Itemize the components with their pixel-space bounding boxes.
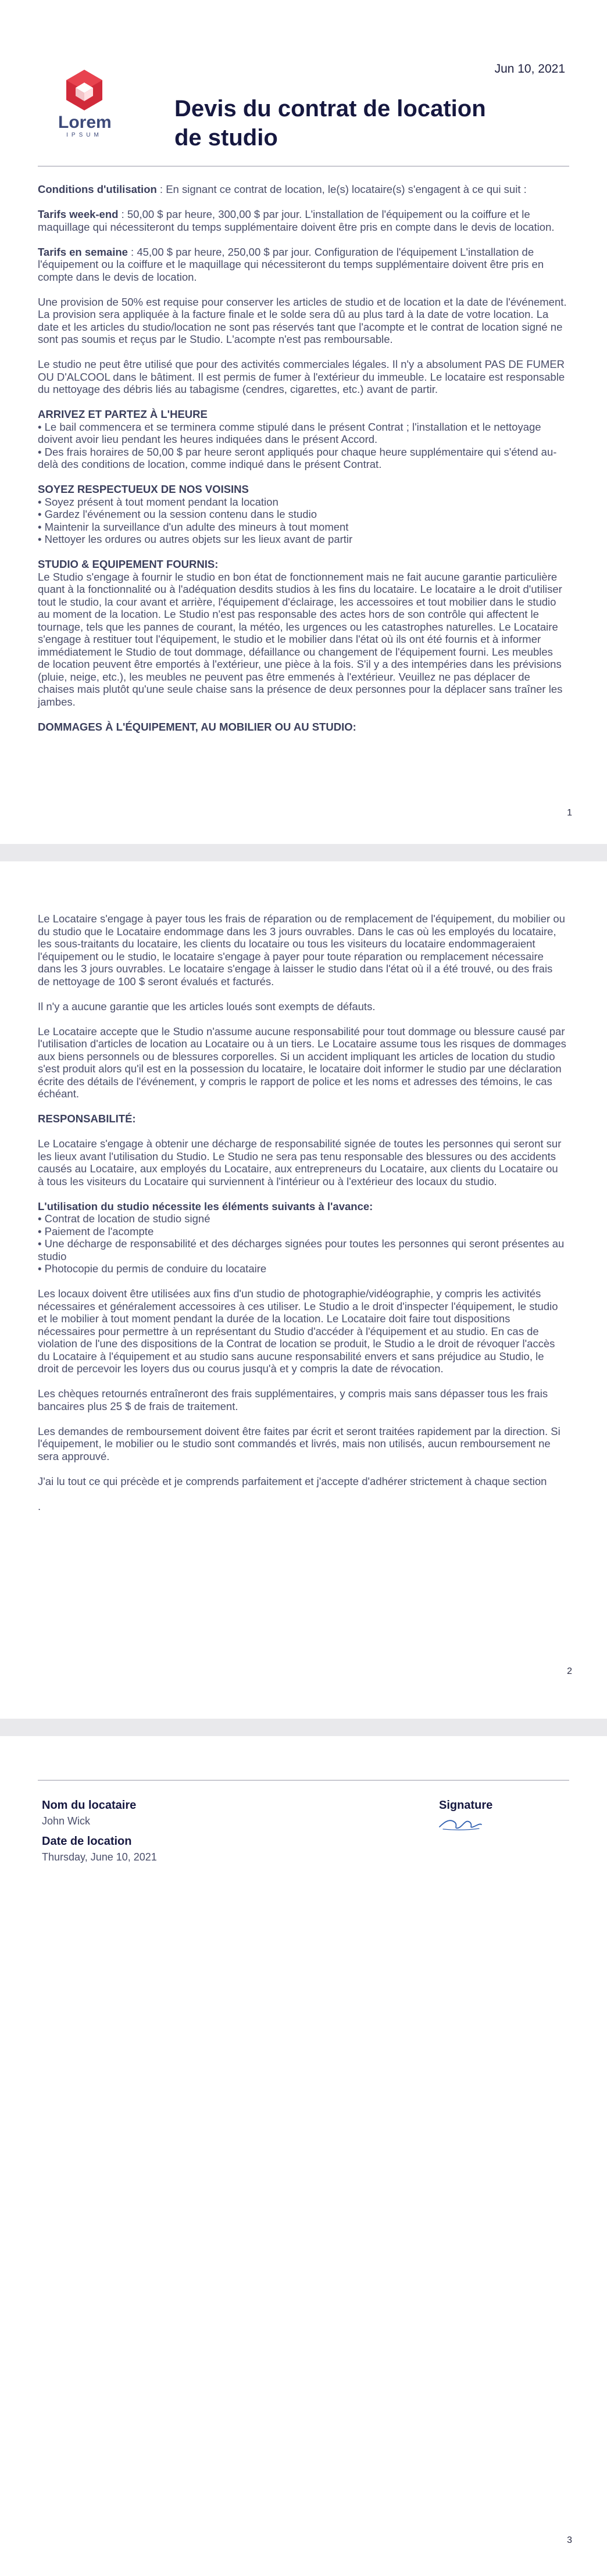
voisins-item: • Soyez présent à tout moment pendant la location [38, 495, 278, 508]
conditions-paragraph [38, 183, 567, 196]
garantie-paragraph: Il n'y a aucune garantie que les articles loués sont exempts de défauts. [38, 1000, 376, 1012]
page-1 [0, 0, 607, 844]
arrivez-section [38, 408, 567, 471]
page-number: 3 [567, 2535, 572, 2545]
weekend-rates-paragraph [38, 208, 567, 233]
page-2-body [38, 913, 567, 1525]
logo-name: Lorem [58, 113, 112, 132]
utilisation-item: • Contrat de location de studio signé [38, 1212, 210, 1225]
voisins-item: • Gardez l'événement ou la session contenu dans le studio [38, 508, 317, 520]
arrivez-item: • Des frais horaires de 50,00 $ par heure seront appliqués pour chaque heure supplémentaire qui s'étend au-delà des conditions de location, comme indiqué dans le présent Contrat. [38, 445, 557, 470]
document-title: Devis du contrat de location de studio [174, 96, 486, 151]
utilisation-item: • Paiement de l'acompte [38, 1225, 154, 1237]
arrivez-heading: ARRIVEZ ET PARTEZ À L'HEURE [38, 408, 208, 420]
header-divider [38, 166, 569, 167]
page-number: 2 [567, 1666, 572, 1676]
locaux-paragraph: Les locaux doivent être utilisées aux fins d'un studio de photographie/vidéographie, y compris les activités nécessaires et généralement accessoires à ces utiliser. Le Studio a le droit d'inspecter l'équipement, le studio et le mobilier à tout moment pendant la durée de la location. Le Locataire doit faire tout dispositions nécessaires pour permettre à un représentant du Studio d'accéder à l'équipement et au studio. En cas de violation de l'une des dispositions de la Contrat de location se produit, le Studio a le droit de révoquer l'accès du Locataire à l'équipement et au studio sans aucune responsabilité envers et sans préjudice au Studio, le droit de percevoir les loyers dus ou courus jusqu'à et y compris la date de révocation. [38, 1287, 558, 1375]
lorem-ipsum-logo-icon [65, 69, 103, 112]
semaine-label: Tarifs en semaine [38, 245, 128, 258]
logo-tagline: IPSUM [66, 132, 102, 138]
document-date: Jun 10, 2021 [494, 62, 565, 76]
reparation-paragraph: Le Locataire s'engage à payer tous les frais de réparation ou de remplacement de l'équipement, du mobilier ou du studio que le Locataire endommage dans les 3 jours ouvrables. Dans le cas où les employés du locataire, les sous-traitants du locataire, les clients du locataire ou tous les visiteurs du locataire endommageraient l'équipement ou le studio, le locataire s'engage à payer pour toute réparation ou remplacement nécessaire dans les 3 jours ouvrables. Le locataire s'engage à laisser le studio dans l'état où il a été trouvé, ou des frais de nettoyage de 100 $ seront évalués et facturés. [38, 913, 565, 988]
voisins-item: • Maintenir la surveillance d'un adulte des mineurs à tout moment [38, 520, 349, 533]
studio-usage-paragraph: Le studio ne peut être utilisé que pour des activités commerciales légales. Il n'y a absolument PAS DE FUMER OU D'ALCOOL dans le bâtiment. Il est permis de fumer à l'extérieur du immeuble. Le locataire est responsable du nettoyage des débris liés au tabagisme (cendres, cigarettes, etc.) avant de partir. [38, 358, 565, 395]
voisins-heading: SOYEZ RESPECTUEUX DE NOS VOISINS [38, 483, 249, 495]
page-2 [0, 861, 607, 1719]
semaine-text: : 45,00 $ par heure, 250,00 $ par jour. Configuration de l'équipement L'installation de l'équipement ou la coiffure et le maquillage qui nécessiteront du temps supplémentaire doivent être pris en compte dans le devis de location. [38, 245, 544, 283]
signature-divider [38, 1780, 569, 1781]
page-3 [0, 1736, 607, 2576]
signature-scribble-icon [437, 1811, 484, 1834]
tenant-name-label: Nom du locataire [42, 1799, 137, 1812]
cheques-paragraph: Les chèques retournés entraîneront des frais supplémentaires, y compris mais sans dépasser tous les frais bancaires plus 25 $ de frais de traitement. [38, 1387, 548, 1412]
responsabilite-dommage-paragraph: Le Locataire accepte que le Studio n'assume aucune responsabilité pour tout dommage ou blessure causé par l'utilisation d'articles de location au Locataire ou à un tiers. Le Locataire assume tous les risques de dommages aux biens personnels ou de blessures corporelles. Si un accident impliquant les articles de location du studio s'est produit alors qu'il est en la possession du locataire, le locataire doit informer le studio par une déclaration écrite des détails de l'événement, y compris le rapport de police et les noms et adresses des témoins, le cas échéant. [38, 1025, 566, 1100]
equipement-section [38, 558, 567, 708]
accord-paragraph: J'ai lu tout ce qui précède et je comprends parfaitement et j'accepte d'adhérer strictement à chaque section [38, 1475, 547, 1487]
utilisation-item: • Une décharge de responsabilité et des décharges signées pour toutes les personnes qui seront présentes au studio [38, 1237, 565, 1262]
utilisation-section [38, 1200, 567, 1275]
utilisation-heading: L'utilisation du studio nécessite les éléments suivants à l'avance: [38, 1200, 373, 1212]
rental-date: Thursday, June 10, 2021 [42, 1851, 157, 1863]
provision-paragraph: Une provision de 50% est requise pour conserver les articles de studio et de location et la date de l'événement. La provision sera appliquée à la facture finale et le solde sera dû au plus tard à la date de votre location. La date et les articles du studio/location ne sont pas réservés tant que l'acompte et le contrat de location signé ne sont pas soumis et reçus par le Studio. L'acompte n'est pas remboursable. [38, 295, 567, 345]
weekday-rates-paragraph [38, 246, 567, 284]
tenant-name: John Wick [42, 1815, 91, 1827]
arrivez-item: • Le bail commencera et se terminera comme stipulé dans le présent Contrat ; l'installation et le nettoyage doivent avoir lieu pendant les heures indiquées dans le présent Accord. [38, 420, 541, 445]
weekend-text: : 50,00 $ par heure, 300,00 $ par jour. L'installation de l'équipement ou la coiffure et le maquillage qui nécessiteront du temps supplémentaire doivent être pris en compte dans le devis de location. [38, 208, 555, 233]
trailing-dot: . [38, 1500, 41, 1512]
voisins-item: • Nettoyer les ordures ou autres objets sur les lieux avant de partir [38, 533, 353, 545]
voisins-section [38, 483, 567, 546]
decharge-paragraph: Le Locataire s'engage à obtenir une décharge de responsabilité signée de toutes les personnes qui seront sur les lieux avant l'utilisation du Studio. Le Studio ne sera pas tenu responsable des blessures ou des accidents causés au Locataire, aux employés du Locataire, aux entrepreneurs du Locataire, aux clients du Locataire ou à tous les visiteurs du Locataire qui surviennent à l'intérieur ou à l'extérieur des locaux du studio. [38, 1137, 562, 1187]
equipement-text: Le Studio s'engage à fournir le studio en bon état de fonctionnement mais ne fait aucune garantie particulière quant à la fonctionnalité ou à l'adéquation desdits studios à les fins du locataire. Le locataire a le droit d'utiliser tout le studio, la cour avant et arrière, l'équipement d'éclairage, les accessoires et tout mobilier dans le studio au moment de la location. Le Studio n'est pas responsable des actes hors de son contrôle qui affectent le tournage, tels que les pannes de courant, la météo, les urgences ou les catastrophes naturelles. Le Locataire s'engage à restituer tout l'équipement, le studio et le mobilier dans l'état où ils ont été fournis et à informer immédiatement le Studio de tout dommage, défaillance ou changement de l'équipement fourni. Les meubles de location peuvent être emportés à l'extérieur, une pièce à la fois. S'il y a des intempéries dans les prévisions (pluie, neige, etc.), les meubles ne peuvent pas être emmenés à l'extérieur. Veuillez ne pas déplacer de chaises mais plutôt qu'une seule chaise sans la présence de deux personnes pour la déplacer sans traîner les jambes. [38, 570, 563, 708]
page-number: 1 [567, 808, 572, 818]
company-logo [58, 69, 110, 139]
rental-date-label: Date de location [42, 1835, 132, 1848]
dommages-heading: DOMMAGES À L'ÉQUIPEMENT, AU MOBILIER OU AU STUDIO: [38, 720, 356, 733]
responsabilite-heading: RESPONSABILITÉ: [38, 1112, 136, 1125]
page-1-body [38, 183, 567, 746]
conditions-text: : En signant ce contrat de location, le(s) locataire(s) s'engagent à ce qui suit : [156, 183, 527, 195]
weekend-label: Tarifs week-end [38, 208, 119, 220]
equipement-heading: STUDIO & EQUIPEMENT FOURNIS: [38, 558, 219, 570]
remboursement-paragraph: Les demandes de remboursement doivent être faites par écrit et seront traitées rapidement par la direction. Si l'équipement, le mobilier ou le studio sont commandés et livrés, mais non utilisés, aucun remboursement ne sera approuvé. [38, 1425, 560, 1462]
utilisation-item: • Photocopie du permis de conduire du locataire [38, 1262, 267, 1275]
signature-label: Signature [439, 1799, 493, 1812]
conditions-label: Conditions d'utilisation [38, 183, 157, 195]
